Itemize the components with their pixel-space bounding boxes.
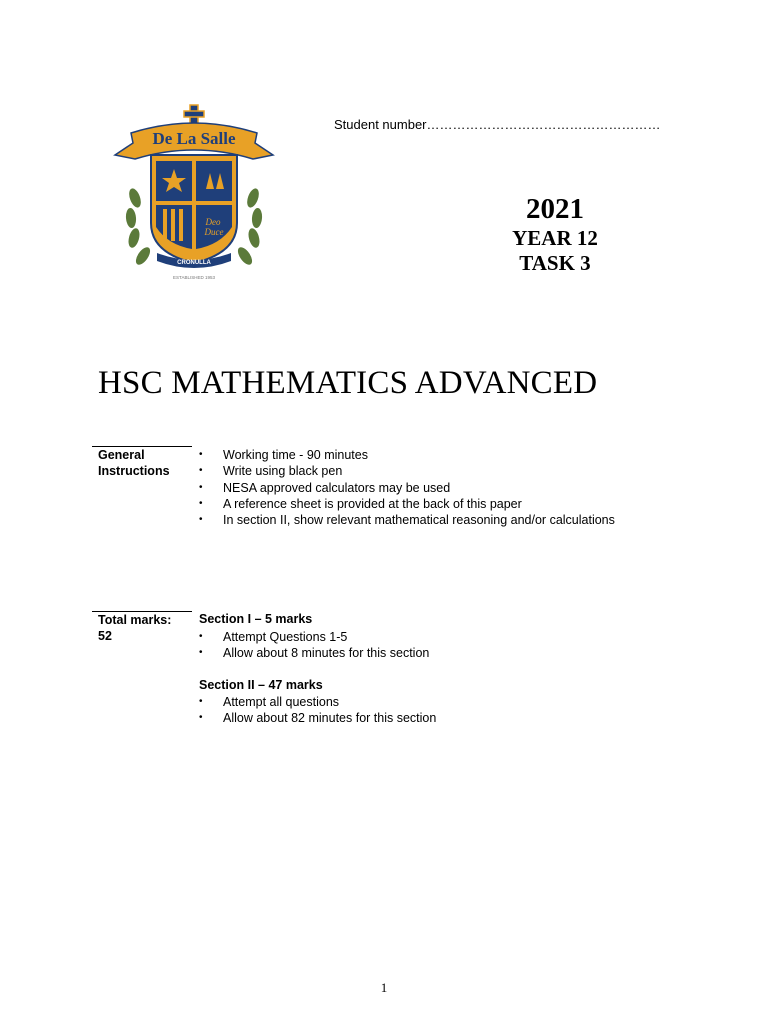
section-1-heading: Section I – 5 marks	[199, 612, 313, 626]
svg-text:Duce: Duce	[204, 227, 224, 237]
exam-title: HSC MATHEMATICS ADVANCED	[98, 365, 598, 401]
general-instructions-label	[98, 447, 170, 479]
list-item: • A reference sheet is provided at the back of this paper	[199, 496, 615, 512]
svg-text:CRONULLA: CRONULLA	[177, 260, 211, 266]
list-item: • Allow about 82 minutes for this section	[199, 710, 436, 726]
year-level: YEAR 12	[512, 226, 598, 250]
logo-banner-text: De La Salle	[152, 129, 236, 148]
section-1-list	[199, 629, 429, 662]
list-item: • NESA approved calculators may be used	[199, 480, 615, 496]
section-2-list	[199, 694, 436, 727]
student-number-field: Student number………………………………………………	[334, 117, 661, 132]
page-number: 1	[380, 980, 388, 995]
task-number: TASK 3	[519, 251, 591, 275]
list-item: • Allow about 8 minutes for this section	[199, 645, 429, 661]
total-marks-label	[98, 612, 171, 644]
list-item: • Attempt all questions	[199, 694, 436, 710]
svg-text:Deo: Deo	[205, 217, 221, 227]
exam-year: 2021	[526, 193, 584, 225]
total-marks-value: 52	[98, 629, 112, 643]
general-instructions-list	[199, 447, 615, 528]
school-crest-logo	[113, 103, 275, 285]
list-item: • Working time - 90 minutes	[199, 447, 615, 463]
svg-text:ESTABLISHED 1953: ESTABLISHED 1953	[173, 275, 215, 280]
general-label-line1: General	[98, 448, 145, 462]
list-item: • In section II, show relevant mathematical reasoning and/or calculations	[199, 512, 615, 528]
general-label-line2: Instructions	[98, 464, 170, 478]
list-item: • Attempt Questions 1-5	[199, 629, 429, 645]
total-marks-text: Total marks:	[98, 613, 172, 627]
list-item: • Write using black pen	[199, 463, 615, 479]
section-2-heading: Section II – 47 marks	[199, 678, 323, 692]
